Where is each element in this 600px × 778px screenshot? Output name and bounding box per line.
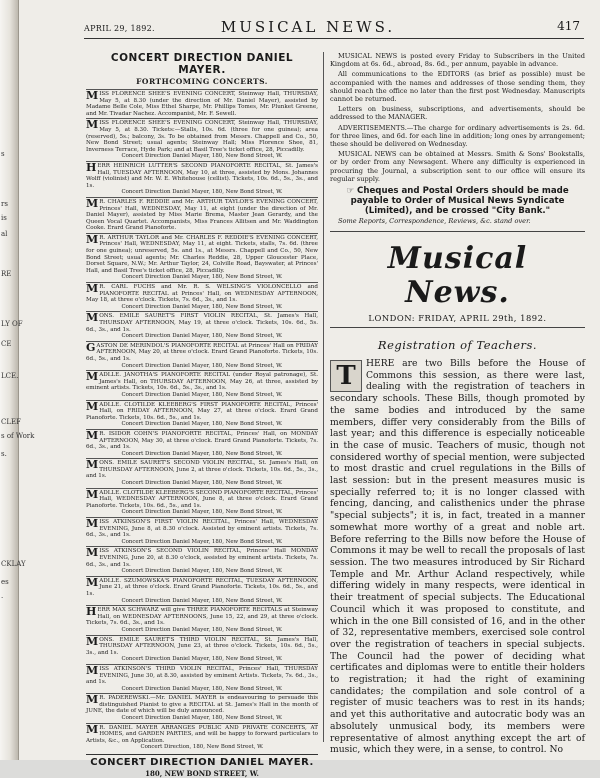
ad-direction-line: Concert Direction, 180, New Bond Street, W. [140,744,264,751]
ad-text: R. CHARLES F. REDDIE and Mr. ARTHUR TAYLOR'S EVENING CONCERT, Princes' Hall, WEDNESDAY, May 11, at eight (under the direction of Mr. Daniel Mayer), assisted by Miss Marie Brema, Master Jean Gerardy, and the Queen Vocal Quartet. Accompanists, Miss Frances Allitsen and Mr. Waddington Cooke. Erard Grand Pianoforte. [86,198,318,232]
ad-direction-line: Concert Direction Daniel Mayer, 180, New Bond Street, W. [121,362,283,369]
concert-ad [86,429,318,458]
running-header [30,16,586,38]
spine-fragment: rs [1,200,8,208]
drop-letter: T [336,361,356,392]
ad-text: R. PADEREWSKI.—Mr. DANIEL MAYER is endeavouring to persuade this distinguished Pianist to give a RECITAL at St. James's Hall in the month of JUNE, the date of which will be duly announced. [86,695,318,715]
right-column [330,52,585,756]
ad-drop-letter: M [86,428,99,442]
ad-drop-letter: M [86,282,99,296]
ad-text: ISS ATKINSON'S THIRD VIOLIN RECITAL, Princes' Hall, THURSDAY EVENING, June 30, at 8.30, assisted by eminent Artists. Tickets, 7s. 6d., 3s., and 1s. [86,665,318,686]
ad-text: R. DANIEL MAYER ARRANGES PUBLIC AND PRIVATE CONCERTS, AT HOMES, and GARDEN PARTIES, and will be happy to forward particulars to Artists, &c., on Application. [86,724,318,744]
concert-ad [86,118,318,161]
ad-drop-letter: M [86,458,99,472]
ad-text: ERR MAX SCHWARZ will give THREE PIANOFORTE RECITALS at Steinway Hall, on WEDNESDAY AFTERNOONS, June 15, 22, and 29, at three o'clock. Tickets, 7s. 6d., 3s., and 1s. [86,607,318,627]
divider [330,327,585,328]
spine-fragment: LCE. [1,372,19,380]
stand-over-note: Some Reports, Correspondence, Reviews, &c. stand over. [338,217,531,226]
footer-title: CONCERT DIRECTION DANIEL MAYER. [90,757,314,769]
ad-direction-line: Concert Direction Daniel Mayer, 180, New Bond Street, W. [121,333,283,340]
concert-ad [86,341,318,370]
ad-drop-letter: M [86,693,99,707]
ad-direction-line: Concert Direction Daniel Mayer, 180, New Bond Street, W. [121,715,283,722]
concert-ad [86,233,318,282]
ad-text: ADLLE. SZUMOWSKA'S PIANOFORTE RECITAL, TUESDAY AFTERNOON, June 21, at three o'clock. Erard Grand Pianoforte. Tickets, 10s. 6d., 5s., and 1s. [86,577,318,597]
ad-drop-letter: M [86,634,99,648]
ad-text: ONS. EMILE SAURET'S SECOND VIOLIN RECITAL, St. James's Hall, on THURSDAY AFTERNOON, June 2, at three o'clock. Tickets, 10s. 6d., 5s., 3s., and 1s. [86,460,318,480]
page-number: 417 [557,19,580,33]
ad-direction-line: Concert Direction Daniel Mayer, 180, New Bond Street, W. [121,153,283,160]
ad-direction-line: Concert Direction Daniel Mayer, 180, New Bond Street, W. [121,189,283,196]
concert-ad [86,664,318,693]
spine-fragment: . [1,592,4,600]
concert-ad [86,282,318,311]
spine-fragment: CE [1,340,12,348]
ad-text: ADLLE. CLOTILDE KLEEBERG'S FIRST PIANOFORTE RECITAL, Princes' Hall, on FRIDAY AFTERNOON, May 27, at three o'clock. Erard Grand Pianoforte. Tickets, 10s. 6d., 5s., and 1s. [86,401,318,421]
ad-text: ADLLE. CLOTILDE KLEEBERG'S SECOND PIANOFORTE RECITAL, Princes' Hall, WEDNESDAY AFTERNOON, June 8, at three o'clock. Erard Grand Pianoforte. Tickets, 10s. 6d., 5s., and 1s. [86,489,318,509]
ad-direction-line: Concert Direction Daniel Mayer, 180, New Bond Street, W. [121,568,283,575]
ornamental-initial [330,360,362,392]
notice-paragraph: ADVERTISEMENTS.—The charge for ordinary advertisements is 2s. 6d. for three lines, and 6d. for each line in addition; long ones by arrangement; these should be delivered on Wednesday. [330,123,585,149]
concert-direction-heading: CONCERT DIRECTION DANIEL MAYER. [110,52,294,76]
ad-text: ONS. EMILE SAURET'S THIRD VIOLIN RECITAL, St. James's Hall, THURSDAY AFTERNOON, June 23, at three o'clock. Tickets, 10s. 6d., 5s., 3s., and 1s. [86,636,318,656]
ad-direction-line: Concert Direction Daniel Mayer, 180, New Bond Street, W. [121,421,283,428]
dateline: LONDON: FRIDAY, APRIL 29th, 1892. [368,313,547,324]
masthead: Musical News. [387,241,528,311]
notice-paragraph: MUSICAL NEWS is posted every Friday to Subscribers in the United Kingdom at 6s. 6d., abroad, 8s. 6d., per annum, payable in advance. [330,52,585,69]
concert-ad [86,488,318,517]
ad-direction-line: Concert Direction Daniel Mayer, 180, New Bond Street, W. [121,391,283,398]
ad-drop-letter: M [86,196,99,210]
header-rule [84,38,584,39]
ad-drop-letter: M [86,370,99,384]
book-spine [0,0,35,760]
concert-ad [86,723,318,752]
ad-drop-letter: M [86,232,99,246]
ad-drop-letter: M [86,663,99,677]
concert-ad [86,635,318,664]
ad-direction-line: Concert Direction Daniel Mayer, 180, New Bond Street, W. [121,597,283,604]
spine-fragment: s of Work [1,432,35,440]
ad-direction-line: Concert Direction Daniel Mayer, 180, New Bond Street, W. [121,303,283,310]
ad-drop-letter: M [86,399,99,413]
article-title: Registration of Teachers. [377,338,538,353]
concert-ad [86,89,318,118]
ad-text: ONS. EMILE SAURET'S FIRST VIOLIN RECITAL, St. James's Hall, THURSDAY AFTERNOON, May 19, at three o'clock. Tickets, 10s. 6d., 5s. 6d., 3s., and 1s. [86,313,318,333]
ad-drop-letter: M [86,517,99,531]
notice-paragraph: MUSICAL NEWS can be obtained at Messrs. Smith & Sons' Bookstalls, or by order from any Newsagent. Where any difficulty is experienced in procuring the Journal, a subscription sent to our office will ensure its regular supply. [330,150,585,183]
ad-drop-letter: M [86,722,99,736]
ad-drop-letter: M [86,89,99,102]
header-date: APRIL 29, 1892. [84,24,155,33]
concert-ad [86,458,318,487]
concert-ad [86,370,318,399]
notice-paragraph: All communications to the EDITORS (as brief as possible) must be accompanied with the names and addresses of those sending them, they should reach the office no later than the first post Wednesday. Manuscripts cannot be returned. [330,70,585,104]
spine-fragment: al [1,230,8,238]
spine-fragment: es [1,578,9,586]
footer-address: 180, NEW BOND STREET, W. [145,769,259,778]
spine-fragment: CKLAY [1,560,26,568]
cheques-notice: ☞ Cheques and Postal Orders should be made payable to Order of Musical News Syndicate (Limited), and be crossed "City Bank." [346,186,569,217]
ad-drop-letter: M [86,546,99,560]
ad-direction-line: Concert Direction Daniel Mayer, 180, New Bond Street, W. [121,626,283,633]
ad-direction-line: Concert Direction Daniel Mayer, 180, New Bond Street, W. [121,509,283,516]
ad-drop-letter: M [86,311,99,325]
column-divider [323,52,324,742]
ad-direction-line: Concert Direction Daniel Mayer, 180, New Bond Street, W. [121,656,283,663]
ad-direction-line: Concert Direction Daniel Mayer, 180, New Bond Street, W. [121,480,283,487]
ad-text: ISS FLORENCE SHEE'S EVENING CONCERT, Steinway Hall, THURSDAY, May 5, at 8.30 (under the direction of Mr. Daniel Mayer), assisted by Madame Belle Cole, Miss Ethel Sharpe, Mr. Phillips Tomes, Mr. Plunket Greene, and Mr. Tivadar Nachez. Accompanist, Mr. F. Sewell. [86,91,318,117]
concert-ad [86,517,318,546]
header-title: MUSICAL NEWS. [220,18,396,36]
ad-direction-line: Concert Direction Daniel Mayer, 180, New Bond Street, W. [121,685,283,692]
concert-ad [86,161,318,197]
ad-drop-letter: M [86,575,99,589]
spine-fragment: CLEF [1,418,21,426]
ad-text: R. ARTHUR TAYLOR and Mr. CHARLES F. REDDIE'S EVENING CONCERT, Princes' Hall, WEDNESDAY, May 11, at eight. Tickets, stalls, 7s. 6d. (three for one guinea); unreserved, 5s. and 1s., at Messrs. Chappell and Co., 50, New Bond Street; usual agents; Mr. Charles Reddie, 28, Upper Gloucester Place, Dorset Square, N.W.; Mr. Arthur Taylor, 24, Colville Road, Bayswater, at Princes' Hall, and Basil Tree's ticket office, 28, Piccadilly. [86,234,318,274]
concert-ads-list [86,89,318,752]
concert-ad [86,576,318,605]
concert-ad [86,400,318,429]
concert-ad [86,605,318,634]
ad-text: ISS ATKINSON'S FIRST VIOLIN RECITAL, Princes' Hall, WEDNESDAY EVENING, June 8, at 8.30 o'clock. Assisted by eminent artists. Tickets, 7s. 6d., 3s., and 1s. [86,519,318,539]
ad-drop-letter: M [86,118,99,132]
ad-drop-letter: G [86,340,96,354]
article-text: HERE are two Bills before the House of Commons this session, as there were last, dealing with the registration of teachers in secondary schools. These Bills, though promoted by the same bodies and introduced by the same members, differ very considerably from the Bills of last year; and this difference is especially noticeable in the case of music. Teachers of music, though not considered worthy of special mention, were subjected to most drastic and cruel regulations in the Bills of last session: but in the present measures music is specially referred to; it is no longer classed with fencing, dancing, and calisthenics under the phrase "special subjects"; it is, in fact, treated in a manner somewhat more worthy of a great and noble art. Before referring to the Bills now before the House of Commons it may be well to recall the proposals of last session. The two measures introduced by Sir Richard Temple and Mr. Arthur Acland respectively, while differing widely in many respects, were identical in their treatment of special subjects. The Educational Council which it was proposed to constitute, and which in the one Bill consisted of 16, and in the other of 32, representative members, exercised sole control over the registration of teachers in special subjects. The Council had the power of deciding what certificates and diplomas were to entitle their holders to registration; it had the right of examining candidates; the compilation and sole control of a register of music teachers was to rest in its hands; and yet this authoritative and autocratic body was an absolutely unmusical body, its members were representative of almost anything except the art of music, which they were, in a sense, to control. No [330,358,585,756]
ad-text: ISS FLORENCE SHEE'S EVENING CONCERT, Steinway Hall, THURSDAY, May 5, at 8.30. Tickets:—Stalls, 10s. 6d. (three for one guinea); area (reserved), 5s.; balcony, 3s. To be obtained from Messrs. Chappell and Co., 50, New Bond Street; usual agents; Steinway Hall; Miss Florence Shee, 81, Inverness Terrace, Hyde Park; and at Basil Tree's ticket office, 28, Piccadilly. [86,120,318,153]
spine-fragment: is [1,214,7,222]
ad-drop-letter: H [86,160,97,174]
spine-fragment: RE [1,270,12,278]
ad-drop-letter: H [86,605,97,619]
notice-paragraph: Letters on business, subscriptions, and advertisements, should be addressed to the MANAGER. [330,105,585,122]
ad-text: R. CARL FUCHS and Mr. R. S. WELSING'S VIOLONCELLO and PIANOFORTE RECITAL at Princes' Hall, on WEDNESDAY AFTERNOON, May 18, at three o'clock. Tickets, 7s. 6d., 3s., and 1s. [86,284,318,304]
cheques-text: Cheques and Postal Orders should be made payable to Order of Musical News Syndicate (Limited), and be crossed "City Bank." [350,186,569,217]
ad-text: ADLLE. JANOTHA'S PIANOFORTE RECITAL (under Royal patronage), St. James's Hall, on THURSDAY AFTERNOON, May 26, at three, assisted by eminent artists. Tickets, 10s. 6d., 5s., 3s., and 1s. [86,372,318,392]
article-body [330,358,585,756]
spine-fragment: s [1,150,5,158]
concert-ad [86,546,318,575]
ad-direction-line: Concert Direction Daniel Mayer, 180, New Bond Street, W. [121,274,283,281]
concert-ad [86,693,318,722]
publication-notices [330,52,585,183]
spine-fragment: LY OF [1,320,23,328]
ad-direction-line: Concert Direction Daniel Mayer, 180, New Bond Street, W. [121,450,283,457]
ad-drop-letter: M [86,487,99,501]
concert-direction-footer [86,754,318,778]
ad-text: ERR HEINRICH LUTTER'S SECOND PIANOFORTE RECITAL, St. James's Hall, TUESDAY AFTERNOON, May 10, at three, assisted by Mons. Johannes Wolff (violinist) and Mr. W. E. Whitehouse (cellist). Tickets, 10s. 6d., 5s., 3s., and 1s. [86,162,318,189]
concert-ad [86,197,318,233]
left-column [86,52,318,778]
forthcoming-concerts-subheading: FORTHCOMING CONCERTS. [136,77,268,86]
ad-direction-line: Concert Direction Daniel Mayer, 180, New Bond Street, W. [121,538,283,545]
ad-text: ISS ATKINSON'S SECOND VIOLIN RECITAL, Princes' Hall MONDAY EVENING, June 20, at 8.30 o'clock, assisted by eminent artists. Tickets, 7s. 6d., 3s., and 1s. [86,548,318,568]
divider [330,231,585,232]
ad-text: R. ISIDOR COHN'S PIANOFORTE RECITAL, Princes' Hall, on MONDAY AFTERNOON, May 30, at three o'clock. Erard Grand Pianoforte. Tickets, 7s. 6d., 3s., and 1s. [86,430,318,451]
ad-text: ASTON DE MERINDOL'S PIANOFORTE RECITAL at Princes' Hall on FRIDAY AFTERNOON, May 20, at three o'clock. Erard Grand Pianoforte. Tickets, 10s. 6d., 5s., and 1s. [86,342,318,362]
spine-fragment: s. [1,450,7,458]
concert-ad [86,311,318,340]
